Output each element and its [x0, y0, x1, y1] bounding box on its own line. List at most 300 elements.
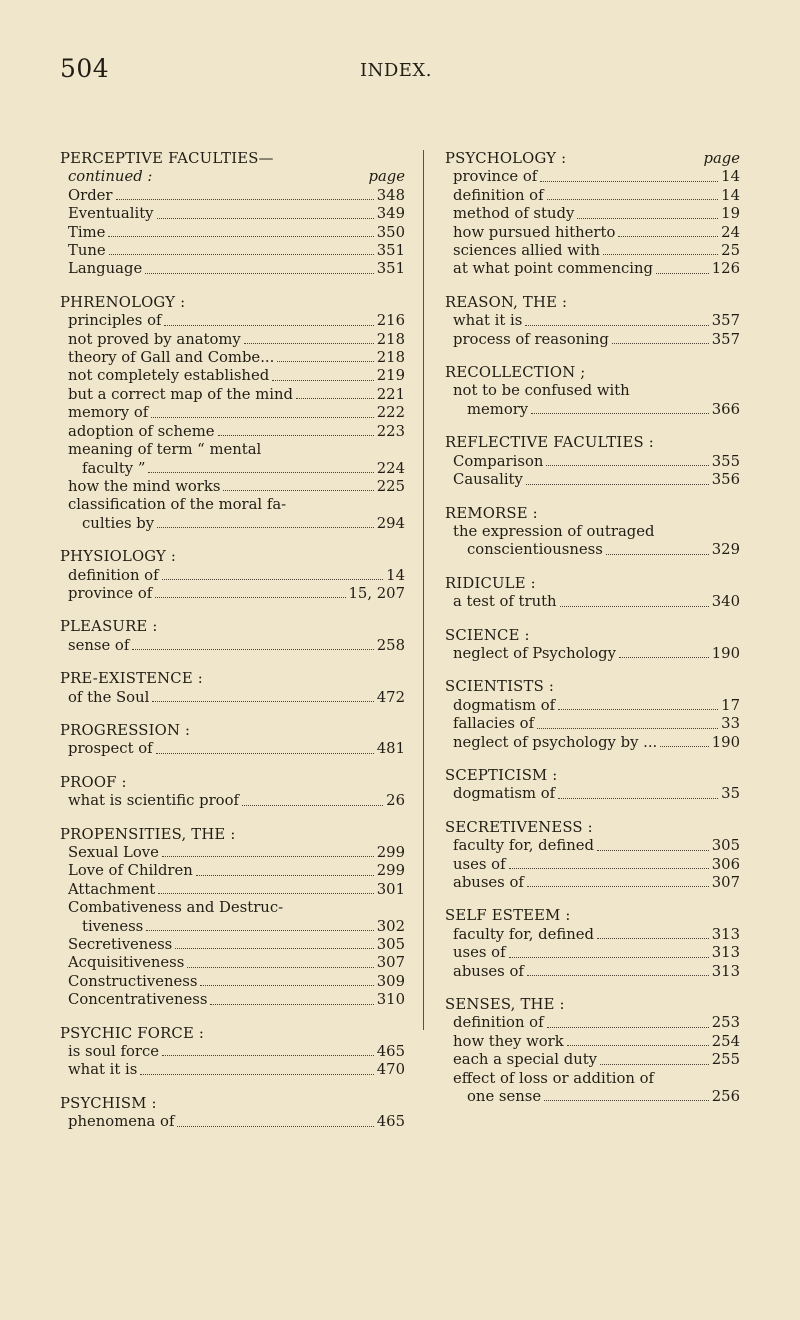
- index-entry-text: how they work: [453, 1032, 564, 1050]
- dot-leader: [157, 218, 374, 219]
- dot-leader: [618, 236, 718, 237]
- index-entry: [445, 593, 740, 611]
- dot-leader: [277, 361, 373, 362]
- index-heading: PLEASURE :: [60, 618, 158, 636]
- index-entry-text: Love of Children: [68, 862, 193, 880]
- index-entry-text: sense of: [68, 636, 130, 654]
- index-section: [60, 294, 405, 533]
- index-entry-text: definition of: [68, 566, 159, 584]
- dot-leader: [656, 273, 709, 274]
- index-entry-text: faculty for, defined: [453, 837, 594, 855]
- page-reference: 349: [376, 205, 405, 223]
- dot-leader: [196, 875, 374, 876]
- page-reference: 309: [376, 972, 405, 990]
- dot-leader: [606, 554, 709, 555]
- page-reference: 254: [711, 1032, 740, 1050]
- index-section: [445, 996, 740, 1106]
- page-reference: 350: [376, 223, 405, 241]
- index-entry: [60, 349, 405, 367]
- index-entry: [445, 785, 740, 803]
- dot-leader: [140, 1074, 373, 1075]
- page-reference: 216: [376, 312, 405, 330]
- dot-leader: [151, 417, 374, 418]
- index-section: [445, 678, 740, 752]
- page-reference: 299: [376, 862, 405, 880]
- index-entry: [445, 1088, 740, 1106]
- index-entry-text: not completely established: [68, 367, 270, 385]
- page-reference: 302: [376, 917, 405, 935]
- index-entry-text: Concentrativeness: [68, 991, 208, 1009]
- index-entry: [445, 1014, 740, 1032]
- index-entry: [60, 881, 405, 899]
- index-section: [60, 826, 405, 1010]
- dot-leader: [152, 701, 373, 702]
- index-entry-text: Sexual Love: [68, 844, 159, 861]
- index-section: [60, 1025, 405, 1080]
- right-index-column: [445, 150, 740, 1121]
- index-entry-text: how the mind works: [68, 477, 221, 495]
- index-section: [445, 434, 740, 489]
- index-entry-continuation: culties by: [82, 514, 155, 532]
- index-entry-text: abuses of: [453, 874, 524, 891]
- index-entry-text: fallacies of: [453, 715, 535, 733]
- index-entry: [60, 242, 405, 260]
- index-heading: PERCEPTIVE FACULTIES—: [60, 150, 274, 167]
- page-reference: 14: [721, 186, 740, 204]
- page-number: 504: [60, 54, 110, 83]
- page-reference: 306: [711, 855, 740, 873]
- index-entry: [445, 963, 740, 981]
- page-reference: 294: [376, 514, 405, 532]
- index-entry: [60, 1043, 405, 1061]
- page-reference: 33: [721, 715, 740, 733]
- dot-leader: [146, 930, 373, 931]
- index-entry-text: faculty for, defined: [453, 925, 594, 943]
- index-entry-text: province of: [453, 168, 538, 186]
- dot-leader: [162, 1055, 374, 1056]
- dot-leader: [527, 975, 709, 976]
- index-entry-text: a test of truth: [453, 593, 557, 611]
- index-entry: [60, 515, 405, 533]
- index-subheading: continued :: [68, 168, 153, 186]
- dot-leader: [162, 579, 384, 580]
- index-entry: [445, 874, 740, 892]
- dot-leader: [177, 1126, 373, 1127]
- index-heading: PROPENSITIES, THE :: [60, 825, 236, 843]
- page-label: page: [368, 168, 405, 186]
- dot-leader: [537, 728, 718, 729]
- index-heading: PHYSIOLOGY :: [60, 548, 177, 566]
- index-entry: [60, 312, 405, 330]
- page-reference: 307: [711, 874, 740, 891]
- page-reference: 472: [376, 688, 405, 706]
- index-entry: [445, 331, 740, 349]
- index-entry: [60, 991, 405, 1009]
- index-entry-text: not to be confused with: [453, 382, 630, 400]
- dot-leader: [158, 893, 374, 894]
- index-section: [445, 627, 740, 664]
- index-entry-text: principles of: [68, 312, 162, 330]
- page-reference: 19: [721, 205, 740, 223]
- page-reference: 329: [711, 541, 740, 559]
- index-heading: REASON, THE :: [445, 293, 568, 311]
- index-entry-continuation: one sense: [467, 1088, 542, 1106]
- index-entry-text: sciences allied with: [453, 242, 601, 260]
- index-entry: [445, 926, 740, 944]
- index-entry-text: phenomena of: [68, 1113, 175, 1131]
- index-entry-text: Constructiveness: [68, 972, 198, 990]
- index-entry: [60, 478, 405, 496]
- page-reference: 357: [711, 330, 740, 348]
- page-reference: 470: [376, 1061, 405, 1079]
- running-head: INDEX.: [360, 60, 432, 81]
- page-reference: 14: [721, 168, 740, 186]
- dot-leader: [116, 199, 374, 200]
- index-heading: PROOF :: [60, 773, 127, 791]
- dot-leader: [108, 236, 373, 237]
- dot-leader: [223, 490, 373, 491]
- index-entry-text: dogmatism of: [453, 785, 556, 803]
- index-entry-text: how pursued hitherto: [453, 223, 616, 241]
- dot-leader: [210, 1004, 373, 1005]
- dot-leader: [597, 850, 709, 851]
- index-entry: [445, 856, 740, 874]
- index-entry-text: uses of: [453, 944, 506, 962]
- index-entry-text: at what point commencing: [453, 260, 653, 278]
- index-entry-text: what it is: [453, 312, 523, 330]
- index-entry-text: dogmatism of: [453, 696, 556, 714]
- index-entry-text: neglect of Psychology: [453, 644, 616, 662]
- index-section: [60, 1095, 405, 1132]
- index-section: [445, 150, 740, 279]
- index-entry-text: adoption of scheme: [68, 422, 215, 440]
- index-section: [445, 767, 740, 804]
- dot-leader: [558, 709, 718, 710]
- page-reference: 224: [376, 459, 405, 477]
- dot-leader: [660, 746, 709, 747]
- index-entry-text: definition of: [453, 186, 544, 204]
- dot-leader: [577, 218, 718, 219]
- index-entry-text: Language: [68, 260, 143, 278]
- index-entry-text: memory of: [68, 404, 149, 422]
- index-heading: SELF ESTEEM :: [445, 907, 571, 925]
- index-heading: REFLECTIVE FACULTIES :: [445, 434, 654, 452]
- page-reference: 190: [711, 644, 740, 662]
- page-reference: 348: [376, 186, 405, 204]
- index-section: [445, 907, 740, 981]
- dot-leader: [603, 254, 718, 255]
- index-entry: [60, 1113, 405, 1131]
- page-reference: 307: [376, 954, 405, 972]
- dot-leader: [187, 967, 373, 968]
- page-reference: 253: [711, 1014, 740, 1032]
- index-section: [60, 150, 405, 279]
- index-heading: REMORSE :: [445, 504, 538, 522]
- index-entry-continuation: memory: [467, 400, 529, 418]
- index-entry-text: Combativeness and Destruc-: [68, 899, 284, 917]
- index-section: [60, 774, 405, 811]
- dot-leader: [547, 1027, 709, 1028]
- index-entry: [60, 740, 405, 758]
- page-reference: 357: [711, 312, 740, 330]
- index-entry: [60, 862, 405, 880]
- dot-leader: [132, 649, 373, 650]
- index-entry: [60, 460, 405, 478]
- index-heading: RIDICULE :: [445, 574, 536, 592]
- dot-leader: [509, 957, 709, 958]
- index-entry-text: what is scientific proof: [68, 792, 239, 810]
- dot-leader: [526, 484, 709, 485]
- index-entry: [60, 973, 405, 991]
- dot-leader: [544, 1100, 709, 1101]
- index-entry-text: what it is: [68, 1061, 138, 1079]
- page-reference: 465: [376, 1043, 405, 1061]
- index-entry: [445, 734, 740, 752]
- index-entry-text: meaning of term “ mental: [68, 441, 262, 459]
- index-section: [60, 670, 405, 707]
- index-entry: [60, 187, 405, 205]
- index-section: [445, 575, 740, 612]
- page-reference: 301: [376, 880, 405, 898]
- page-reference: 355: [711, 452, 740, 470]
- index-heading: SCIENTISTS :: [445, 678, 554, 696]
- index-entry: [60, 423, 405, 441]
- dot-leader: [558, 798, 718, 799]
- index-heading: SCIENCE :: [445, 626, 530, 644]
- index-entry: [60, 567, 405, 585]
- index-entry: [445, 541, 740, 559]
- index-entry: [60, 331, 405, 349]
- index-heading: SCEPTICISM :: [445, 766, 558, 784]
- index-heading: RECOLLECTION ;: [445, 364, 586, 382]
- index-entry-text: Order: [68, 186, 113, 204]
- page-reference: 24: [721, 223, 740, 241]
- index-section: [445, 505, 740, 560]
- page-reference: 340: [711, 593, 740, 611]
- index-entry: [445, 312, 740, 330]
- page-reference: 25: [721, 242, 740, 260]
- page-reference: 225: [376, 477, 405, 495]
- page-reference: 351: [376, 260, 405, 278]
- dot-leader: [242, 805, 383, 806]
- index-entry: [60, 1061, 405, 1079]
- page-reference: 305: [376, 936, 405, 954]
- dot-leader: [600, 1064, 709, 1065]
- dot-leader: [272, 380, 374, 381]
- index-section: [445, 819, 740, 893]
- index-entry: [60, 386, 405, 404]
- index-entry: [445, 168, 740, 186]
- dot-leader: [547, 199, 719, 200]
- index-entry: [60, 585, 405, 603]
- page-reference: 481: [376, 740, 405, 758]
- index-entry: [60, 404, 405, 422]
- page-reference: 305: [711, 837, 740, 855]
- index-entry-text: province of: [68, 584, 153, 602]
- index-entry: [445, 401, 740, 419]
- index-entry: [60, 637, 405, 655]
- dot-leader: [296, 398, 374, 399]
- dot-leader: [164, 325, 373, 326]
- page-reference: 15, 207: [348, 584, 405, 602]
- index-entry-text: abuses of: [453, 962, 524, 980]
- index-entry-text: effect of loss or addition of: [453, 1069, 654, 1087]
- dot-leader: [218, 435, 374, 436]
- index-heading: PRE-EXISTENCE :: [60, 670, 203, 688]
- dot-leader: [175, 948, 373, 949]
- index-heading-row: [445, 150, 740, 168]
- index-entry-text: neglect of psychology by ...: [453, 733, 658, 751]
- page-reference: 465: [376, 1113, 405, 1131]
- index-section: [445, 364, 740, 419]
- index-entry: [445, 697, 740, 715]
- index-entry: [60, 367, 405, 385]
- page-reference: 310: [376, 991, 405, 1009]
- index-heading: PHRENOLOGY :: [60, 293, 186, 311]
- index-entry: [445, 1051, 740, 1069]
- index-entry-text: definition of: [453, 1014, 544, 1032]
- index-entry-continuation: faculty ”: [82, 459, 146, 477]
- index-entry: [445, 1033, 740, 1051]
- page-reference: 14: [386, 566, 405, 584]
- index-entry: [60, 844, 405, 862]
- page-reference: 221: [376, 385, 405, 403]
- index-entry-text: process of reasoning: [453, 330, 609, 348]
- page-reference: 255: [711, 1051, 740, 1069]
- index-entry-text: method of study: [453, 205, 575, 223]
- index-entry: [445, 837, 740, 855]
- index-entry: [60, 260, 405, 278]
- index-entry-text: Time: [68, 223, 106, 241]
- index-entry: [60, 205, 405, 223]
- page-reference: 258: [376, 636, 405, 654]
- page-reference: 356: [711, 471, 740, 489]
- dot-leader: [148, 472, 373, 473]
- page-reference: 190: [711, 733, 740, 751]
- page-label: page: [703, 150, 740, 167]
- index-entry: [445, 645, 740, 663]
- dot-leader: [109, 254, 374, 255]
- index-section: [445, 294, 740, 349]
- page-reference: 256: [711, 1088, 740, 1106]
- index-entry-text: Comparison: [453, 452, 544, 470]
- dot-leader: [509, 868, 709, 869]
- dot-leader: [155, 597, 345, 598]
- index-heading: PSYCHOLOGY :: [445, 150, 567, 167]
- page-reference: 35: [721, 785, 740, 803]
- column-divider: [423, 150, 424, 1030]
- index-entry: [60, 224, 405, 242]
- dot-leader: [525, 325, 708, 326]
- index-entry: [445, 242, 740, 260]
- page-reference: 313: [711, 944, 740, 962]
- index-entry: [60, 689, 405, 707]
- index-entry-text: the expression of outraged: [453, 522, 655, 540]
- index-subheading-row: [60, 168, 405, 186]
- index-entry: [60, 936, 405, 954]
- dot-leader: [200, 985, 373, 986]
- dot-leader: [567, 1045, 709, 1046]
- page-reference: 126: [711, 260, 740, 278]
- dot-leader: [527, 886, 709, 887]
- index-section: [60, 722, 405, 759]
- page-reference: 351: [376, 242, 405, 260]
- dot-leader: [612, 343, 709, 344]
- dot-leader: [540, 181, 718, 182]
- index-heading: PROGRESSION :: [60, 721, 191, 739]
- dot-leader: [597, 938, 709, 939]
- dot-leader: [157, 527, 374, 528]
- index-entry: [445, 224, 740, 242]
- index-section: [60, 618, 405, 655]
- index-entry-text: not proved by anatomy: [68, 330, 241, 348]
- index-entry-continuation: conscientiousness: [467, 541, 603, 559]
- page-reference: 299: [376, 844, 405, 861]
- index-entry: [445, 715, 740, 733]
- index-entry-text: each a special duty: [453, 1051, 598, 1069]
- index-heading: PSYCHIC FORCE :: [60, 1024, 205, 1042]
- index-entry-text: uses of: [453, 855, 506, 873]
- index-entry: [445, 187, 740, 205]
- index-entry: [445, 471, 740, 489]
- page-reference: 313: [711, 925, 740, 943]
- page-reference: 223: [376, 422, 405, 440]
- page-reference: 313: [711, 962, 740, 980]
- index-entry: [445, 260, 740, 278]
- dot-leader: [145, 273, 374, 274]
- index-heading: PSYCHISM :: [60, 1094, 157, 1112]
- page-reference: 17: [721, 696, 740, 714]
- dot-leader: [531, 413, 709, 414]
- index-entry: [60, 792, 405, 810]
- index-heading: SENSES, THE :: [445, 996, 565, 1014]
- index-entry-text: classification of the moral fa-: [68, 496, 287, 514]
- index-entry: [445, 205, 740, 223]
- dot-leader: [546, 465, 708, 466]
- index-entry-text: but a correct map of the mind: [68, 385, 294, 403]
- index-entry-text: Attachment: [68, 880, 156, 898]
- index-entry-text: Acquisitiveness: [68, 954, 185, 972]
- page-reference: 218: [376, 349, 405, 367]
- index-heading: SECRETIVENESS :: [445, 818, 593, 836]
- dot-leader: [560, 606, 709, 607]
- page-reference: 219: [376, 367, 405, 385]
- index-entry: [445, 453, 740, 471]
- index-entry: [60, 918, 405, 936]
- index-entry-text: Tune: [68, 242, 106, 260]
- page-reference: 222: [376, 404, 405, 422]
- page-reference: 366: [711, 400, 740, 418]
- index-entry-text: Eventuality: [68, 205, 154, 223]
- index-entry-text: Secretiveness: [68, 936, 173, 954]
- index-entry-continuation: tiveness: [82, 917, 144, 935]
- index-entry-text: is soul force: [68, 1043, 159, 1061]
- page-reference: 218: [376, 330, 405, 348]
- dot-leader: [244, 343, 374, 344]
- left-index-column: [60, 150, 405, 1147]
- index-entry: [60, 954, 405, 972]
- index-entry-text: Causality: [453, 471, 523, 489]
- index-entry-text: prospect of: [68, 740, 153, 758]
- page-reference: 26: [386, 792, 405, 810]
- dot-leader: [156, 753, 374, 754]
- index-section: [60, 548, 405, 603]
- index-entry-text: theory of Gall and Combe...: [68, 349, 275, 367]
- dot-leader: [162, 856, 374, 857]
- index-entry-text: of the Soul: [68, 688, 150, 706]
- index-entry: [445, 944, 740, 962]
- dot-leader: [619, 657, 709, 658]
